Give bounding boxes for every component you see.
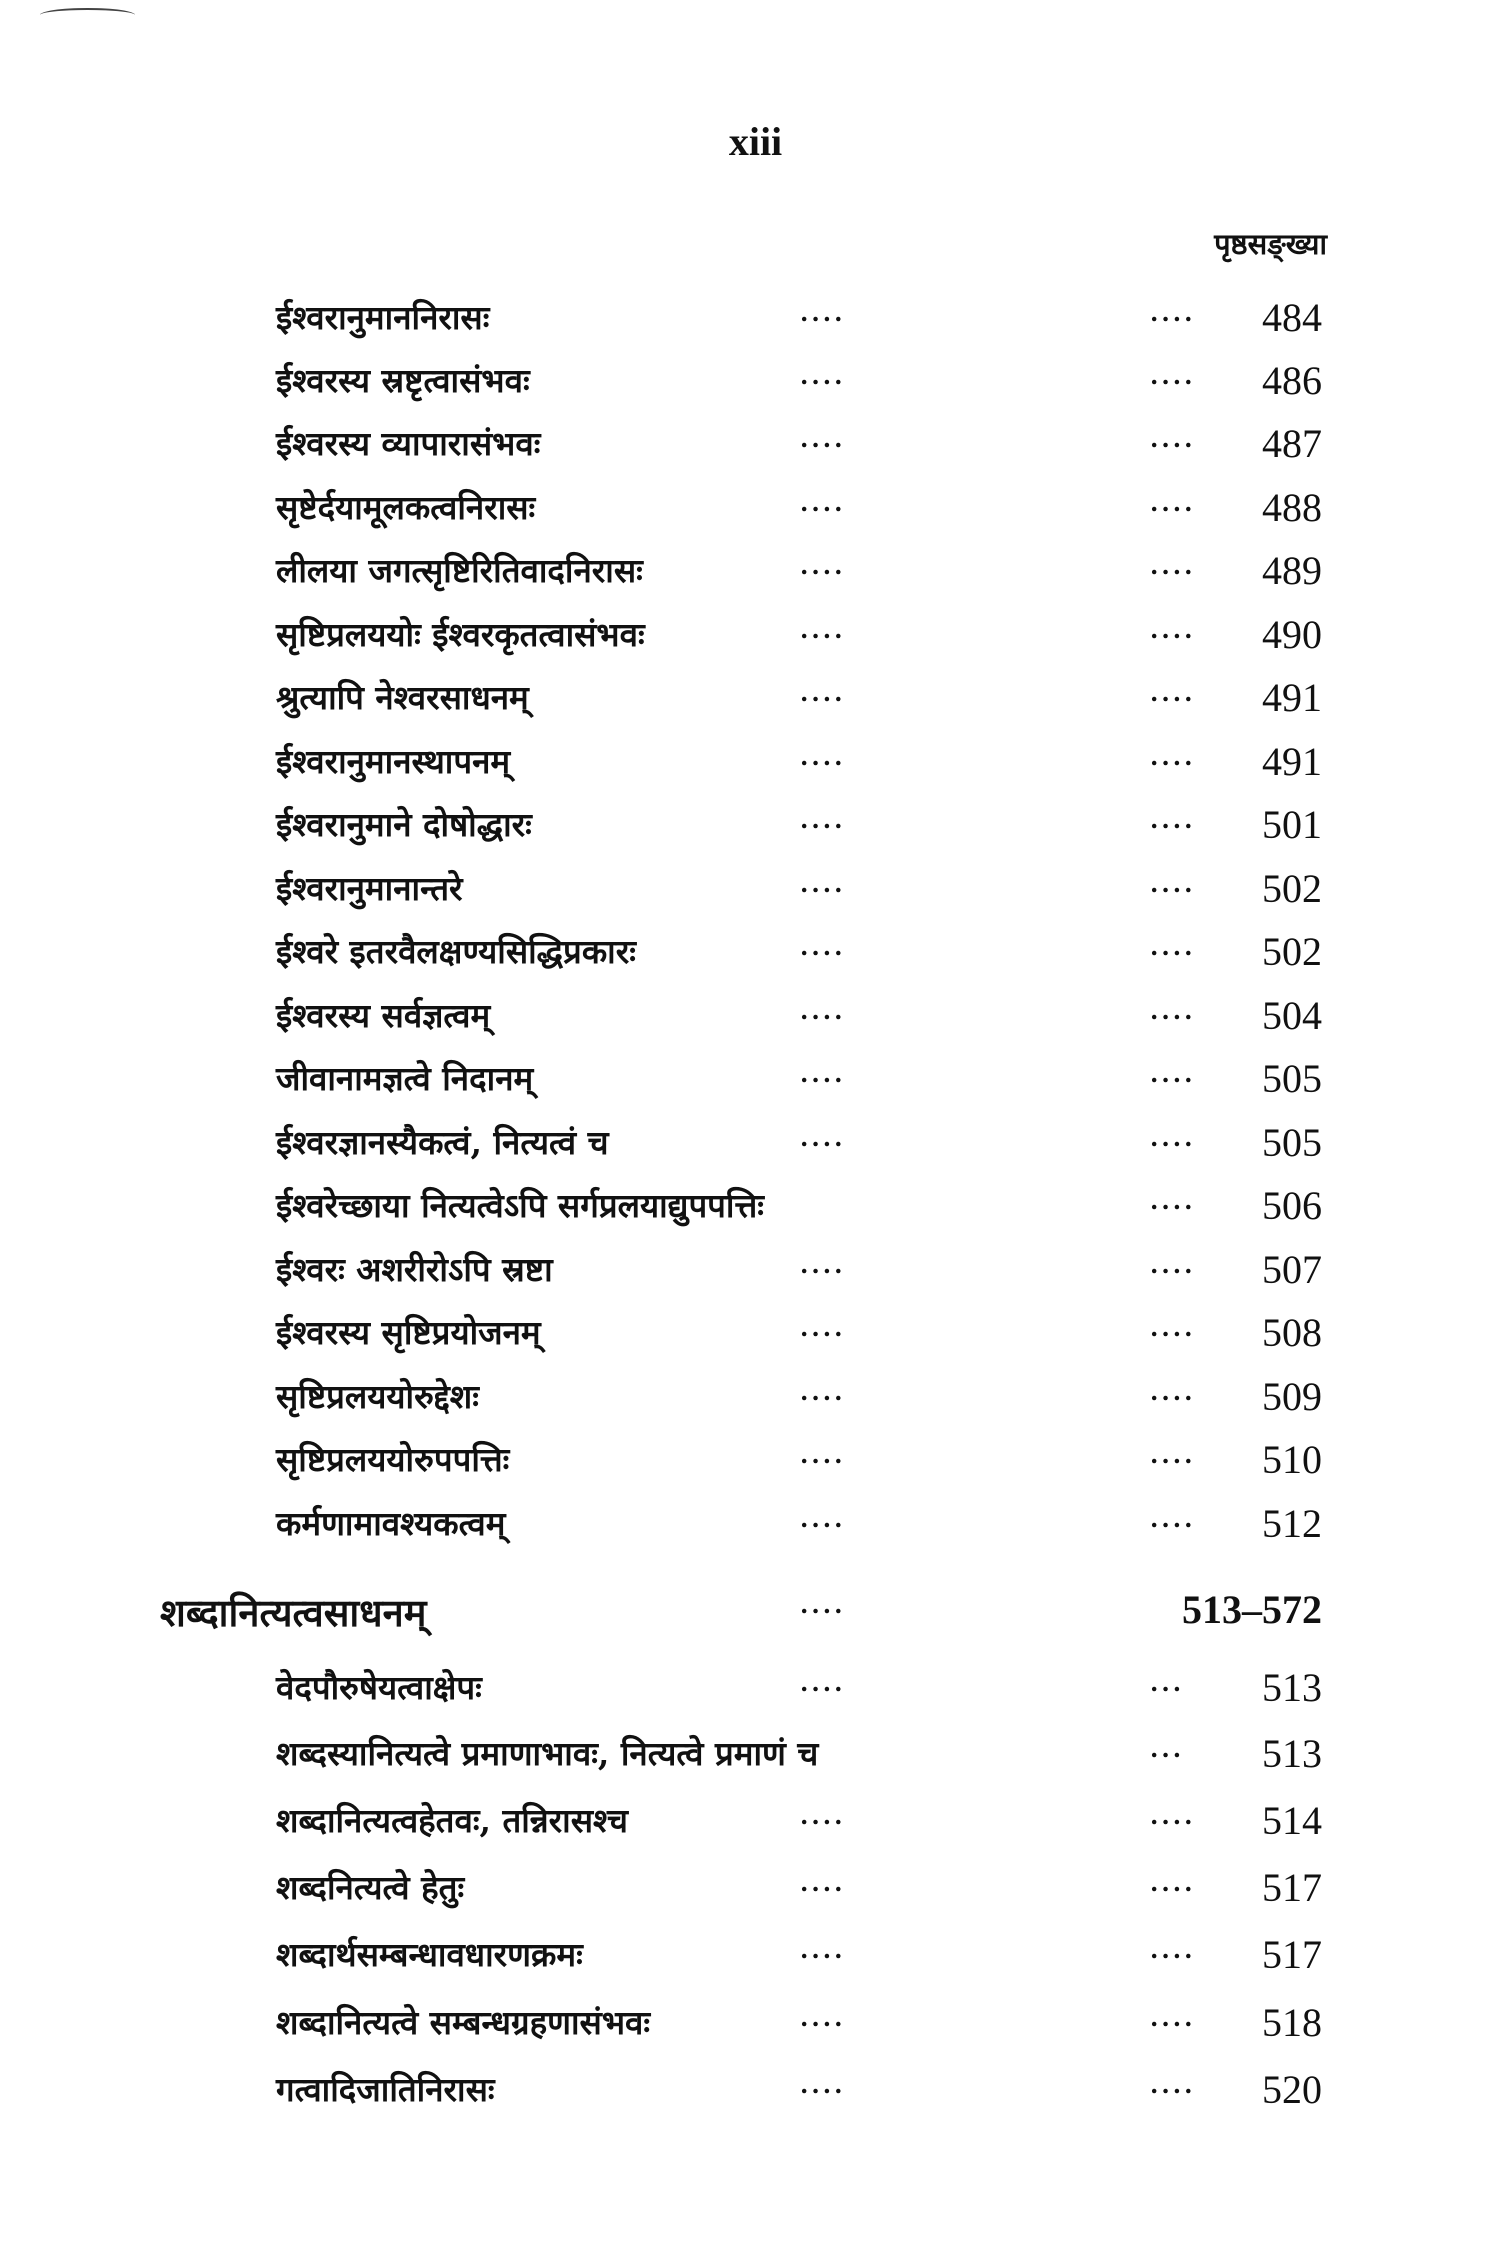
leader-dots: .... xyxy=(800,2003,846,2032)
entry-page: 505 xyxy=(1262,1120,1322,1165)
leader-dots: .... xyxy=(1150,1504,1196,1533)
leader-dots: .... xyxy=(800,996,846,1025)
entry-title: सृष्टेर्दयामूलकत्वनिरासः xyxy=(276,488,536,527)
entry-page: 512 xyxy=(1262,1501,1322,1546)
toc-entry xyxy=(0,1999,1511,2059)
leader-dots: .... xyxy=(800,1668,846,1697)
leader-dots: .... xyxy=(1150,361,1196,390)
leader-dots: .... xyxy=(1150,1377,1196,1406)
toc-entry xyxy=(0,547,1511,607)
toc-entry xyxy=(0,1797,1511,1857)
leader-dots: .... xyxy=(800,424,846,453)
toc-entry xyxy=(0,1119,1511,1179)
scan-mark xyxy=(40,8,135,22)
entry-title: शब्दार्थसम्बन्धावधारणक्रमः xyxy=(276,1935,583,1974)
toc-entry xyxy=(0,1436,1511,1496)
toc-entry xyxy=(0,865,1511,925)
entry-page: 486 xyxy=(1262,358,1322,403)
leader-dots: .... xyxy=(800,551,846,580)
leader-dots: .... xyxy=(1150,1801,1196,1830)
leader-dots: .... xyxy=(800,1868,846,1897)
leader-dots: .... xyxy=(1150,551,1196,580)
toc-entry xyxy=(0,1309,1511,1369)
entry-title: शब्दानित्यत्वे सम्बन्धग्रहणासंभवः xyxy=(276,2003,651,2042)
entry-page: 487 xyxy=(1262,421,1322,466)
leader-dots: .... xyxy=(800,1935,846,1964)
entry-page: 520 xyxy=(1262,2067,1322,2112)
section-page-range: 513–572 xyxy=(1182,1587,1322,1632)
leader-dots: .... xyxy=(1150,1440,1196,1469)
entry-page: 505 xyxy=(1262,1056,1322,1101)
entry-page: 491 xyxy=(1262,739,1322,784)
toc-entry xyxy=(0,357,1511,417)
toc-entry xyxy=(0,1931,1511,1991)
entry-page: 510 xyxy=(1262,1437,1322,1482)
toc-entry xyxy=(0,611,1511,671)
entry-title: सृष्टिप्रलययोरुपपत्तिः xyxy=(276,1440,510,1479)
leader-dots: .... xyxy=(1150,996,1196,1025)
leader-dots: .... xyxy=(1150,1313,1196,1342)
entry-title: ईश्वरः अशरीरोऽपि स्रष्टा xyxy=(276,1250,553,1289)
entry-page: 513 xyxy=(1262,1731,1322,1776)
entry-title: ईश्वरानुमाने दोषोद्धारः xyxy=(276,805,532,844)
entry-title: ईश्वरानुमाननिरासः xyxy=(276,298,490,337)
leader-dots: .... xyxy=(800,488,846,517)
toc-entry xyxy=(0,738,1511,798)
entry-page: 518 xyxy=(1262,2000,1322,2045)
toc-entry xyxy=(0,2066,1511,2126)
entry-page: 488 xyxy=(1262,485,1322,530)
leader-dots: .... xyxy=(1150,424,1196,453)
leader-dots: .... xyxy=(800,869,846,898)
entry-page: 514 xyxy=(1262,1798,1322,1843)
leader-dots: .... xyxy=(1150,2003,1196,2032)
toc-entry xyxy=(0,294,1511,354)
toc-entry xyxy=(0,1246,1511,1306)
entry-title: गत्वादिजातिनिरासः xyxy=(276,2070,495,2109)
entry-title: ईश्वरानुमानस्थापनम् xyxy=(276,742,511,781)
leader-dots: .... xyxy=(1150,678,1196,707)
entry-page: 517 xyxy=(1262,1865,1322,1910)
toc-entry xyxy=(0,928,1511,988)
leader-dots: ... xyxy=(1150,1734,1185,1763)
entry-page: 508 xyxy=(1262,1310,1322,1355)
page-number: xiii xyxy=(728,119,783,164)
entry-page: 509 xyxy=(1262,1374,1322,1419)
entry-title: शब्दस्यानित्यत्वे प्रमाणाभावः, नित्यत्वे प्रमाणं च xyxy=(276,1734,819,1773)
entry-title: ईश्वरस्य व्यापारासंभवः xyxy=(276,424,541,463)
leader-dots: .... xyxy=(800,1313,846,1342)
entry-title: ईश्वरानुमानान्तरे xyxy=(276,869,463,908)
leader-dots: .... xyxy=(800,1590,846,1619)
section-title: शब्दानित्यत्वसाधनम् xyxy=(160,1590,427,1635)
leader-dots: .... xyxy=(1150,805,1196,834)
entry-title: वेदपौरुषेयत्वाक्षेपः xyxy=(276,1668,482,1707)
leader-dots: .... xyxy=(1150,869,1196,898)
leader-dots: .... xyxy=(800,1504,846,1533)
entry-page: 501 xyxy=(1262,802,1322,847)
leader-dots: .... xyxy=(800,361,846,390)
toc-entry xyxy=(0,1055,1511,1115)
entry-page: 502 xyxy=(1262,929,1322,974)
entry-page: 506 xyxy=(1262,1183,1322,1228)
entry-page: 504 xyxy=(1262,993,1322,1038)
entry-title: जीवानामज्ञत्वे निदानम् xyxy=(276,1059,534,1098)
entry-title: ईश्वरज्ञानस्यैकत्वं, नित्यत्वं च xyxy=(276,1123,609,1162)
toc-entry xyxy=(0,484,1511,544)
leader-dots: .... xyxy=(800,805,846,834)
entry-title: श्रुत्यापि नेश्वरसाधनम् xyxy=(276,678,529,717)
entry-title: ईश्वरस्य सृष्टिप्रयोजनम् xyxy=(276,1313,541,1352)
leader-dots: .... xyxy=(800,742,846,771)
entry-title: ईश्वरेच्छाया नित्यत्वेऽपि सर्गप्रलयाद्युपपत्तिः xyxy=(276,1186,764,1225)
leader-dots: .... xyxy=(1150,1123,1196,1152)
leader-dots: .... xyxy=(1150,615,1196,644)
entry-title: सृष्टिप्रलययोः ईश्वरकृतत्वासंभवः xyxy=(276,615,645,654)
entry-title: शब्दनित्यत्वे हेतुः xyxy=(276,1868,465,1907)
leader-dots: .... xyxy=(1150,298,1196,327)
entry-title: ईश्वरस्य स्रष्टृत्वासंभवः xyxy=(276,361,530,400)
leader-dots: .... xyxy=(800,1377,846,1406)
toc-entry xyxy=(0,1864,1511,1924)
leader-dots: .... xyxy=(800,298,846,327)
entry-title: ईश्वरस्य सर्वज्ञत्वम् xyxy=(276,996,491,1035)
entry-page: 489 xyxy=(1262,548,1322,593)
leader-dots: .... xyxy=(800,1801,846,1830)
toc-entry xyxy=(0,1664,1511,1724)
leader-dots: .... xyxy=(1150,1250,1196,1279)
toc-entry xyxy=(0,801,1511,861)
leader-dots: .... xyxy=(1150,1935,1196,1964)
leader-dots: .... xyxy=(800,615,846,644)
leader-dots: .... xyxy=(800,1059,846,1088)
entry-page: 502 xyxy=(1262,866,1322,911)
leader-dots: .... xyxy=(800,678,846,707)
page-column-heading: पृष्ठसङ्ख्या xyxy=(1214,227,1327,261)
entry-title: शब्दानित्यत्वहेतवः, तन्निरासश्च xyxy=(276,1801,628,1840)
entry-page: 513 xyxy=(1262,1665,1322,1710)
leader-dots: .... xyxy=(1150,932,1196,961)
entry-title: लीलया जगत्सृष्टिरितिवादनिरासः xyxy=(276,551,643,590)
entry-page: 484 xyxy=(1262,295,1322,340)
leader-dots: .... xyxy=(800,932,846,961)
leader-dots: .... xyxy=(1150,488,1196,517)
entry-title: ईश्वरे इतरवैलक्षण्यसिद्धिप्रकारः xyxy=(276,932,636,971)
toc-entry xyxy=(0,674,1511,734)
leader-dots: .... xyxy=(1150,1868,1196,1897)
entry-page: 490 xyxy=(1262,612,1322,657)
leader-dots: .... xyxy=(1150,742,1196,771)
toc-entry xyxy=(0,1730,1511,1790)
toc-entry xyxy=(0,1500,1511,1560)
toc-entry xyxy=(0,992,1511,1052)
entry-title: सृष्टिप्रलययोरुद्देशः xyxy=(276,1377,479,1416)
leader-dots: .... xyxy=(1150,1186,1196,1215)
leader-dots: .... xyxy=(800,1250,846,1279)
leader-dots: .... xyxy=(1150,1059,1196,1088)
toc-entry xyxy=(0,420,1511,480)
leader-dots: .... xyxy=(800,1440,846,1469)
toc-section xyxy=(0,1586,1511,1646)
entry-title: कर्मणामावश्यकत्वम् xyxy=(276,1504,506,1543)
leader-dots: .... xyxy=(800,2070,846,2099)
entry-page: 507 xyxy=(1262,1247,1322,1292)
entry-page: 491 xyxy=(1262,675,1322,720)
leader-dots: .... xyxy=(800,1123,846,1152)
leader-dots: ... xyxy=(1150,1668,1185,1697)
toc-entry xyxy=(0,1373,1511,1433)
entry-page: 517 xyxy=(1262,1932,1322,1977)
toc-entry xyxy=(0,1182,1511,1242)
leader-dots: .... xyxy=(1150,2070,1196,2099)
